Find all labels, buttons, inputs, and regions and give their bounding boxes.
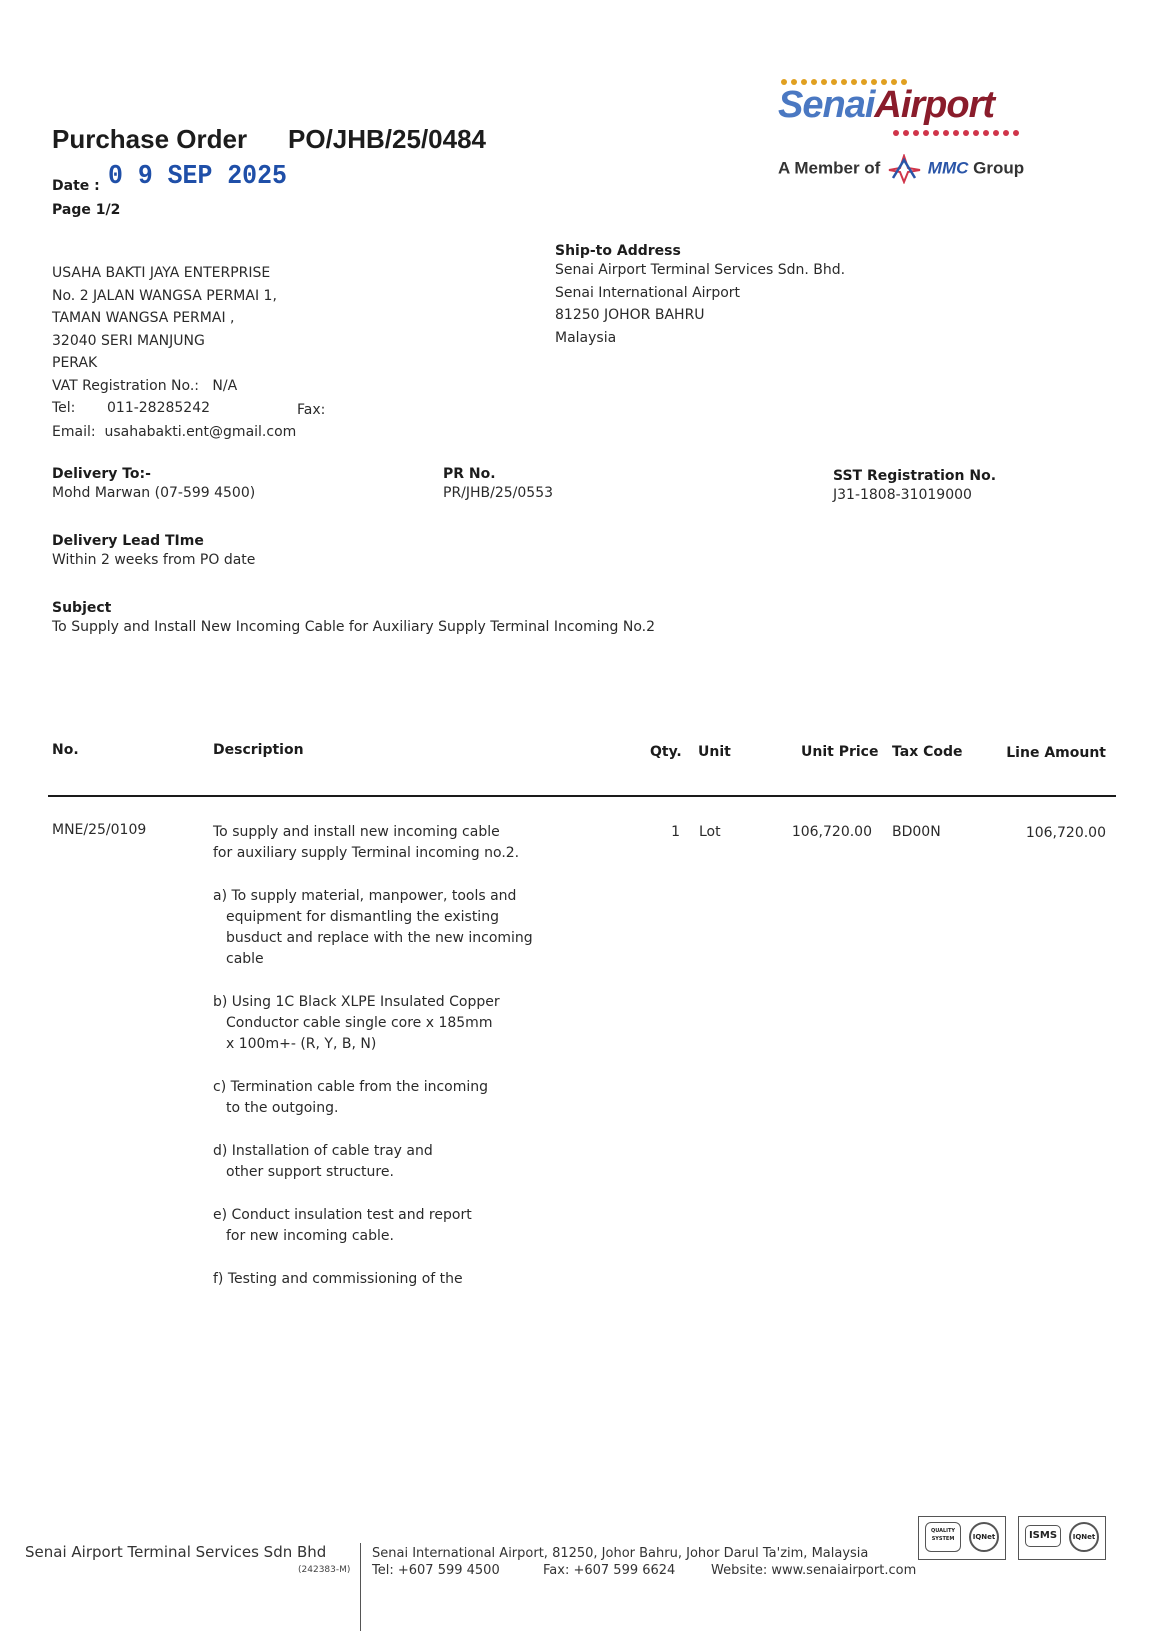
page-indicator: Page 1/2 [52,202,121,218]
footer-fax: Fax: +607 599 6624 [543,1563,676,1578]
desc-line: x 100m+- (R, Y, B, N) [226,1036,377,1052]
subject-value: To Supply and Install New Incoming Cable for Auxiliary Supply Terminal Incoming No.2 [52,619,656,635]
desc-line: busduct and replace with the new incoming [226,930,533,946]
lead-time-value: Within 2 weeks from PO date [52,552,256,568]
row-line-amount: 106,720.00 [1025,825,1106,841]
row-tax-code: BD00N [892,824,941,840]
member-line [778,154,1024,184]
fax-label: Fax: [297,402,326,418]
ship-to-line: Senai International Airport [555,284,741,301]
col-header-line-amount: Line Amount [1006,745,1106,761]
desc-line: equipment for dismantling the existing [226,909,499,925]
desc-line: for new incoming cable. [226,1228,394,1244]
po-number: PO/JHB/25/0484 [288,124,487,154]
ship-to-line: Senai Airport Terminal Services Sdn. Bhd. [555,262,846,278]
vendor-tel-row [52,397,326,421]
row-description [213,822,633,1312]
footer-website: Website: www.senaiairport.com [711,1563,917,1578]
group-suffix: Group [973,158,1025,178]
quality-cert-badge [918,1516,1006,1560]
delivery-label: Delivery To:- [52,466,151,482]
desc-intro [213,822,633,864]
member-prefix: A Member of [778,158,881,178]
footer-company: Senai Airport Terminal Services Sdn Bhd [25,1543,327,1561]
subject-block [52,600,655,639]
desc-line: for auxiliary supply Terminal incoming no.2. [213,845,520,861]
isms-cert-badge [1018,1516,1106,1560]
row-item-no: MNE/25/0109 [52,822,147,838]
subject-label: Subject [52,600,112,616]
ship-to-block [555,243,845,349]
desc-line: d) Installation of cable tray and [213,1143,433,1159]
desc-line: To supply and install new incoming cable [213,824,500,840]
col-header-unit-price: Unit Price [801,744,879,760]
col-header-tax-code: Tax Code [892,744,963,760]
date-label: Date : [52,178,100,194]
desc-item-a [213,886,633,970]
vat-value: N/A [212,377,238,394]
row-qty: 1 [671,824,680,840]
pr-block [443,466,553,505]
desc-line: a) To supply material, manpower, tools and [213,888,517,904]
delivery-value: Mohd Marwan (07-599 4500) [52,485,256,501]
lead-time-block [52,533,255,572]
tel-label: Tel: [52,400,76,416]
delivery-block [52,466,255,505]
vat-label: VAT Registration No.: [52,377,200,394]
col-header-unit: Unit [698,744,731,760]
vendor-name: USAHA BAKTI JAYA ENTERPRISE [52,265,271,281]
vendor-address-line: 32040 SERI MANJUNG [52,332,205,349]
col-header-no: No. [52,742,79,758]
iqnet-seal-icon: IQNet [969,1522,999,1552]
desc-item-e [213,1205,633,1247]
desc-item-c [213,1077,633,1119]
sst-value: J31-1808-31019000 [833,487,972,503]
desc-line: f) Testing and commissioning of the [213,1271,463,1287]
mmc-star-icon [887,154,921,184]
pr-label: PR No. [443,466,496,482]
desc-line: to the outgoing. [226,1100,339,1116]
senai-airport-logo [778,70,1048,180]
ship-to-label: Ship-to Address [555,243,681,259]
tel-value: 011-28285242 [107,400,211,416]
vendor-address-line: PERAK [52,355,98,371]
col-header-description: Description [213,742,304,758]
mmc-brand: MMC [927,158,969,178]
email-value: usahabakti.ent@gmail.com [104,424,297,440]
sst-block [833,468,996,507]
desc-item-b [213,992,633,1055]
vendor-vat-row [52,375,296,398]
desc-line: c) Termination cable from the incoming [213,1079,489,1095]
desc-item-d [213,1141,633,1183]
row-unit-price: 106,720.00 [791,824,872,840]
vendor-block [52,262,326,444]
document-title: Purchase Order [52,124,248,154]
desc-item-f [213,1269,633,1290]
logo-airport: Airport [874,84,995,126]
row-unit: Lot [699,824,721,840]
footer-tel: Tel: +607 599 4500 [372,1563,500,1578]
quality-system-label: QUALITY SYSTEM [925,1522,961,1552]
desc-line: other support structure. [226,1164,394,1180]
logo-senai: Senai [778,84,875,126]
desc-line: b) Using 1C Black XLPE Insulated Copper [213,994,500,1010]
isms-label: ISMS [1025,1525,1061,1547]
footer-divider [360,1543,361,1631]
vendor-email-row [52,421,296,444]
vendor-address-line: No. 2 JALAN WANGSA PERMAI 1, [52,287,277,304]
footer-address: Senai International Airport, 81250, Johor Bahru, Johor Darul Ta'zim, Malaysia [372,1546,869,1561]
vendor-address-line: TAMAN WANGSA PERMAI , [52,310,235,326]
lead-time-label: Delivery Lead TIme [52,533,204,549]
desc-line: e) Conduct insulation test and report [213,1207,472,1223]
col-header-qty: Qty. [650,744,682,760]
ship-to-line: Malaysia [555,329,617,346]
email-label: Email: [52,424,96,440]
logo-wordmark [778,84,994,127]
sst-label: SST Registration No. [833,468,997,484]
desc-line: Conductor cable single core x 185mm [226,1015,493,1031]
date-stamp: 0 9 SEP 2025 [108,162,287,192]
table-header-divider [48,795,1116,797]
iqnet-seal-icon: IQNet [1069,1522,1099,1552]
ship-to-line: 81250 JOHOR BAHRU [555,307,705,323]
desc-line: cable [226,951,264,967]
footer-reg-no: (242383-M) [298,1565,351,1575]
pr-value: PR/JHB/25/0553 [443,485,554,501]
